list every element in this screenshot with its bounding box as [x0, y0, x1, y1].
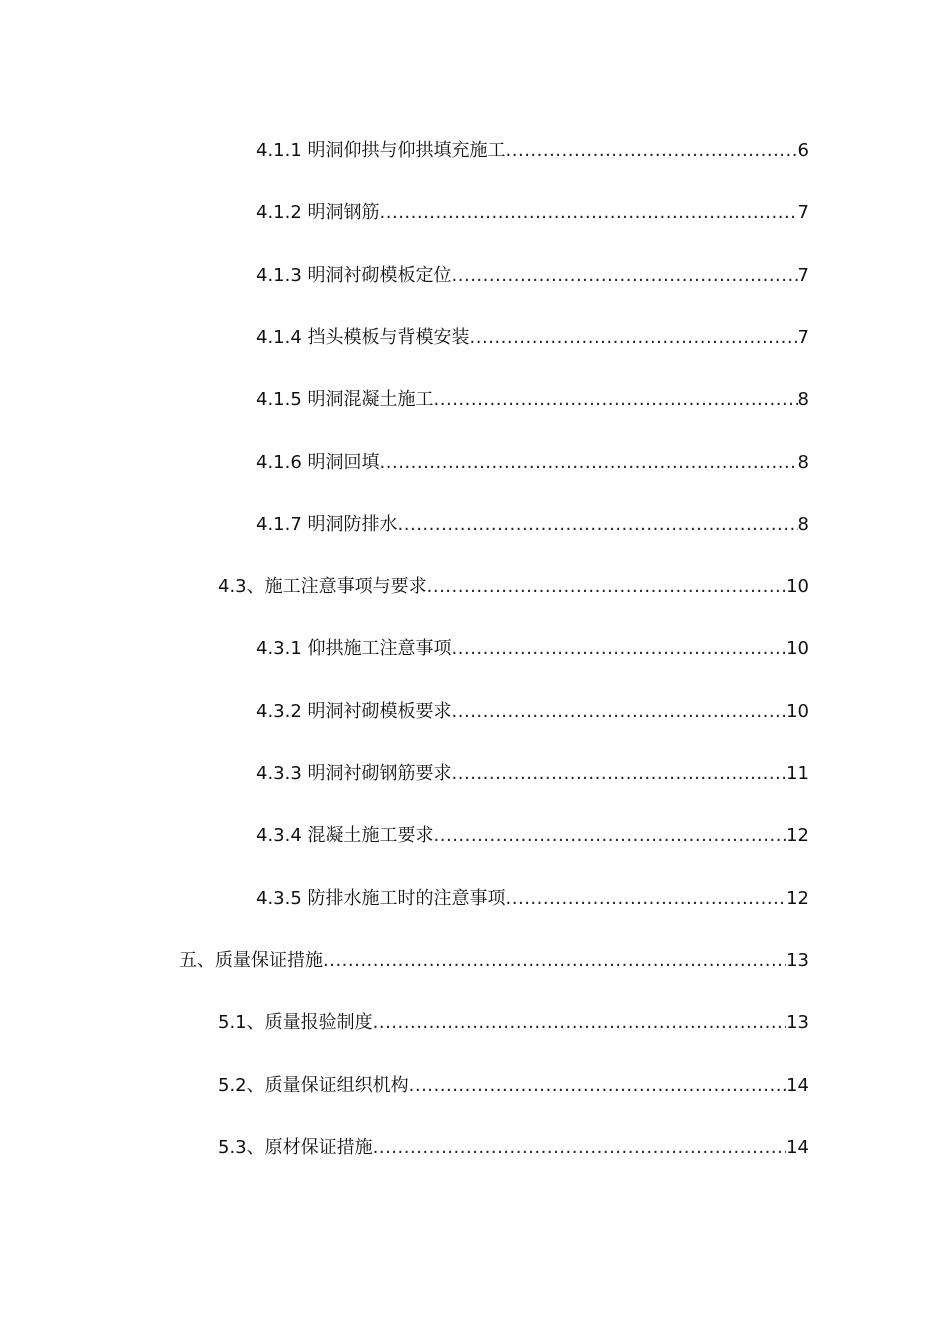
toc-entry[interactable] [218, 1071, 809, 1101]
toc-entry[interactable] [256, 634, 809, 664]
toc-dot-leader [380, 198, 798, 228]
toc-dot-leader [452, 261, 798, 291]
toc-entry[interactable] [256, 198, 809, 228]
toc-entry[interactable] [256, 323, 809, 353]
toc-entry-title: 4.1.3 明洞衬砌模板定位 [256, 265, 452, 286]
toc-dot-leader [427, 572, 786, 602]
toc-entry[interactable] [179, 946, 809, 976]
toc-entry-page-number: 10 [786, 576, 809, 597]
toc-entry-title: 5.2、质量保证组织机构 [218, 1075, 409, 1096]
toc-entry-title: 4.3.2 明洞衬砌模板要求 [256, 701, 452, 722]
toc-entry[interactable] [256, 697, 809, 727]
toc-entry-title: 五、质量保证措施 [179, 950, 323, 971]
toc-entry-title: 4.1.4 挡头模板与背模安装 [256, 327, 470, 348]
toc-dot-leader [506, 136, 798, 166]
toc-entry[interactable] [256, 821, 809, 851]
toc-dot-leader [434, 385, 798, 415]
toc-entry-page-number: 8 [797, 452, 809, 473]
toc-entry-page-number: 7 [797, 265, 809, 286]
toc-dot-leader [506, 884, 787, 914]
toc-entry-page-number: 8 [797, 514, 809, 535]
toc-entry[interactable] [256, 261, 809, 291]
toc-entry-title: 4.1.6 明洞回填 [256, 452, 380, 473]
toc-entry-page-number: 14 [786, 1075, 809, 1096]
toc-entry-page-number: 10 [786, 638, 809, 659]
toc-entry[interactable] [256, 510, 809, 540]
toc-entry[interactable] [256, 448, 809, 478]
toc-dot-leader [373, 1008, 786, 1038]
toc-entry[interactable] [256, 884, 809, 914]
toc-entry-page-number: 7 [797, 327, 809, 348]
toc-dot-leader [452, 759, 787, 789]
toc-entry-title: 4.3.1 仰拱施工注意事项 [256, 638, 452, 659]
toc-entry-page-number: 7 [797, 202, 809, 223]
toc-entry[interactable] [218, 1133, 809, 1163]
toc-entry-page-number: 10 [786, 701, 809, 722]
toc-entry[interactable] [218, 1008, 809, 1038]
toc-dot-leader [452, 634, 787, 664]
toc-entry-page-number: 13 [786, 950, 809, 971]
toc-entry-page-number: 12 [786, 825, 809, 846]
toc-entry-page-number: 6 [797, 140, 809, 161]
toc-dot-leader [323, 946, 786, 976]
toc-entry[interactable] [256, 759, 809, 789]
toc-entry-page-number: 8 [797, 389, 809, 410]
toc-entry-page-number: 13 [786, 1012, 809, 1033]
toc-entry-title: 4.3、施工注意事项与要求 [218, 576, 427, 597]
toc-entry[interactable] [256, 385, 809, 415]
toc-entry[interactable] [256, 136, 809, 166]
toc-entry-page-number: 12 [786, 888, 809, 909]
toc-dot-leader [452, 697, 787, 727]
toc-entry-page-number: 11 [786, 763, 809, 784]
toc-entry-title: 4.3.3 明洞衬砌钢筋要求 [256, 763, 452, 784]
toc-dot-leader [373, 1133, 786, 1163]
toc-entry[interactable] [218, 572, 809, 602]
toc-entry-title: 4.1.2 明洞钢筋 [256, 202, 380, 223]
toc-entry-title: 4.3.4 混凝土施工要求 [256, 825, 434, 846]
toc-dot-leader [434, 821, 787, 851]
toc-entry-title: 4.1.1 明洞仰拱与仰拱填充施工 [256, 140, 506, 161]
toc-entry-title: 5.1、质量报验制度 [218, 1012, 373, 1033]
toc-dot-leader [380, 448, 798, 478]
toc-entry-title: 4.3.5 防排水施工时的注意事项 [256, 888, 506, 909]
toc-entry-title: 4.1.7 明洞防排水 [256, 514, 398, 535]
toc-entry-title: 5.3、原材保证措施 [218, 1137, 373, 1158]
toc-dot-leader [409, 1071, 786, 1101]
toc-dot-leader [470, 323, 798, 353]
toc-dot-leader [398, 510, 798, 540]
toc-entry-title: 4.1.5 明洞混凝土施工 [256, 389, 434, 410]
toc-entry-page-number: 14 [786, 1137, 809, 1158]
